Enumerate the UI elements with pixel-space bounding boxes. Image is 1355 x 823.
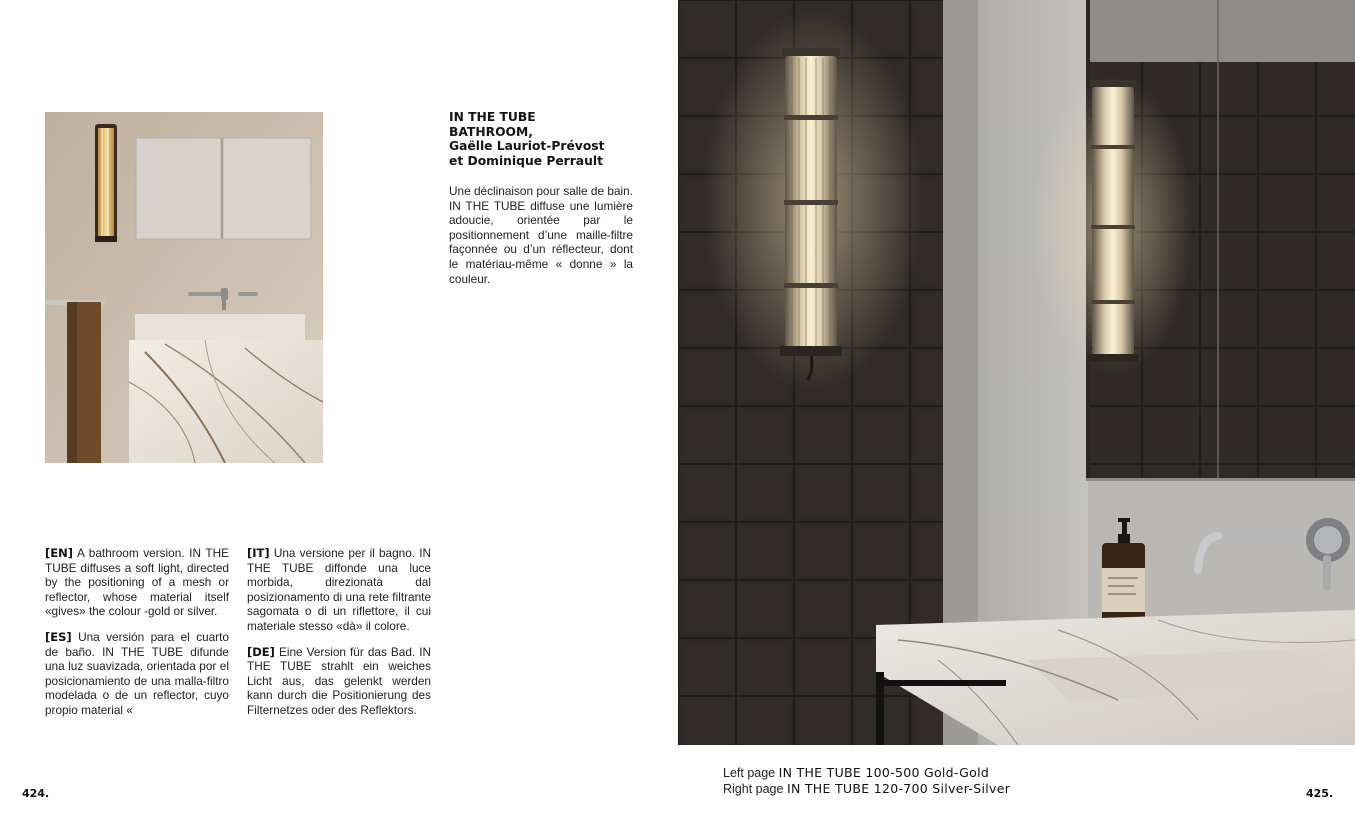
text-en: A bathroom version. IN THE TUBE diffuses a soft light, directed by the positioning of a mesh or reflector, whose material itself «gives» the colour -gold or silver. [45, 546, 229, 619]
title-line-4: et Dominique Perrault [449, 153, 603, 168]
title-line-1: IN THE TUBE [449, 110, 536, 124]
left-bathroom-photo [45, 112, 323, 463]
title-line-3: Gaëlle Lauriot-Prévost [449, 139, 605, 154]
lang-tag-de: [DE] [247, 644, 275, 659]
caption-right-label: Right page [723, 782, 784, 796]
right-bathroom-photo [678, 0, 1355, 745]
reflected-lamp-image [1033, 75, 1193, 375]
paragraph-es [45, 630, 229, 718]
silver-lamp-image [703, 10, 923, 390]
left-photo-graphic [45, 112, 323, 463]
article-title [449, 110, 649, 168]
paragraph-de [247, 645, 431, 718]
intro-text-fr: Une déclinaison pour salle de bain. IN THE TUBE diffuse une lumière adoucie, orientée par le positionnement d’une maille-filtre façonnée ou d’un réflecteur, dont le matériau-même « donne » la couleur. [449, 184, 633, 286]
paragraph-en [45, 546, 229, 619]
page-number-right: 425. [1306, 787, 1334, 800]
lang-tag-en: [EN] [45, 546, 73, 560]
lang-tag-es: [ES] [45, 629, 72, 644]
caption-right-page [723, 781, 1123, 797]
text-column-left [45, 546, 229, 729]
caption-right-product: IN THE TUBE 120-700 Silver-Silver [786, 781, 1011, 796]
page-number-left: 424. [22, 787, 50, 800]
right-photo-graphic [678, 0, 1355, 745]
lang-tag-it: [IT] [247, 546, 270, 560]
text-column-right [247, 546, 431, 729]
text-es: Una versión para el cuarto de baño. IN THE TUBE difunde una luz suavizada, orientada por el posicionamiento de una malla-filtro modelada o de un reflector, cuyo propio material « [45, 629, 229, 717]
paragraph-it [247, 546, 431, 634]
title-line-2: BATHROOM, [449, 124, 533, 139]
caption-left-label: Left page [723, 766, 776, 780]
text-de: Eine Version für das Bad. IN THE TUBE strahlt ein weiches Licht aus, das gelenkt werden kann durch die Positionierung des Filternetzes oder des Reflektors. [247, 644, 431, 717]
caption-left-product: IN THE TUBE 100-500 Gold-Gold [778, 765, 990, 780]
gold-lamp-image [95, 124, 117, 242]
caption-left-page [723, 765, 1123, 781]
photo-captions [723, 765, 1123, 797]
text-it: Una versione per il bagno. IN THE TUBE diffonde una luce morbida, direzionata dal posizionamento di una rete filtrante sagomata o di un riflettore, il cui materiale stesso «dà» il colore. [247, 546, 432, 633]
